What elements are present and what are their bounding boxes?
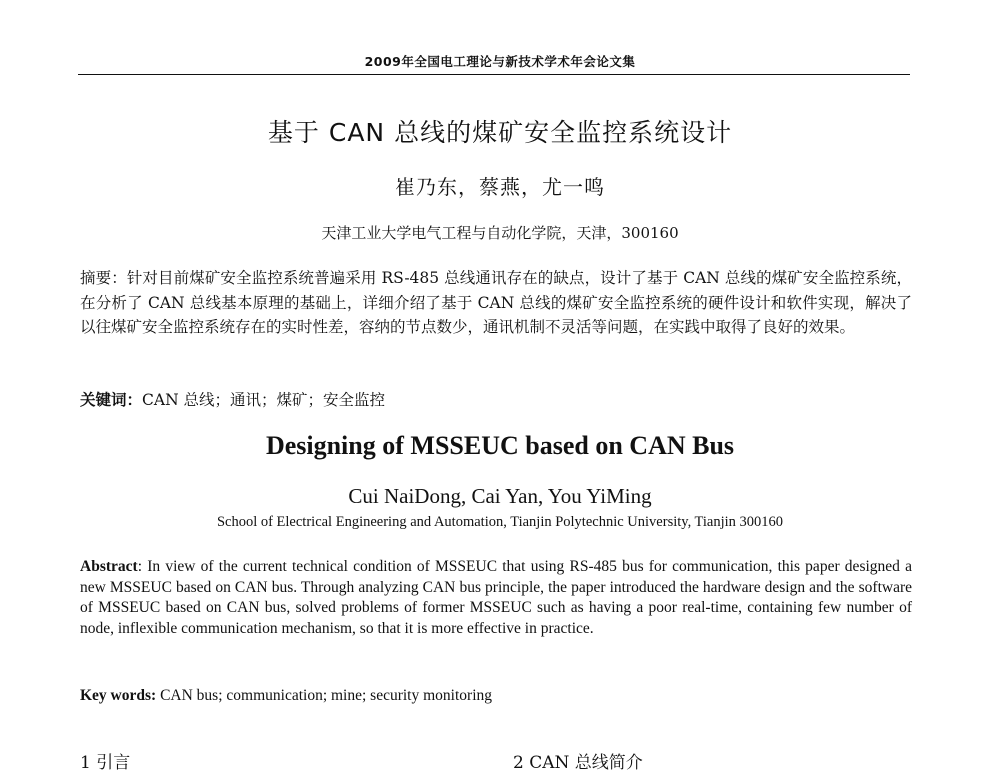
english-affiliation: School of Electrical Engineering and Automation, Tianjin Polytechnic University, Tianjin 300160 bbox=[216, 514, 784, 530]
english-keywords-text: CAN bus; communication; mine; security monitoring bbox=[156, 687, 492, 704]
header-rule bbox=[78, 74, 910, 75]
chinese-keywords-label: 关键词： bbox=[80, 390, 143, 409]
chinese-abstract-label: 摘要： bbox=[80, 269, 127, 287]
section-heading-introduction: 1 引言 bbox=[80, 753, 131, 773]
section-heading-can-overview: 2 CAN 总线简介 bbox=[513, 753, 643, 773]
chinese-title: 基于 CAN 总线的煤矿安全监控系统设计 bbox=[267, 118, 733, 147]
english-keywords bbox=[80, 687, 912, 705]
english-abstract-label: Abstract bbox=[80, 558, 138, 575]
english-authors: Cui NaiDong, Cai Yan, You YiMing bbox=[348, 484, 652, 508]
chinese-keywords-text: CAN 总线；通讯；煤矿；安全监控 bbox=[142, 391, 386, 409]
english-keywords-label: Key words: bbox=[80, 687, 157, 704]
english-title: Designing of MSSEUC based on CAN Bus bbox=[265, 431, 735, 460]
chinese-authors: 崔乃东，蔡燕，尤一鸣 bbox=[395, 175, 605, 199]
chinese-affiliation: 天津工业大学电气工程与自动化学院，天津，300160 bbox=[321, 224, 679, 242]
chinese-keywords bbox=[80, 388, 912, 410]
chinese-abstract-text: 针对目前煤矿安全监控系统普遍采用 RS-485 总线通讯存在的缺点，设计了基于 CAN 总线的煤矿安全监控系统，在分析了 CAN 总线基本原理的基础上，详细介绍了基于 CAN 总线的煤矿安全监控系统的硬件设计和软件实现，解决了以往煤矿安全监控系统存在的实时性差，容纳的节点数少，通讯机制不灵活等问题，在实践中取得了良好的效果。 bbox=[80, 269, 912, 336]
chinese-abstract bbox=[80, 266, 912, 340]
running-header: 2009年全国电工理论与新技术学术年会论文集 bbox=[364, 54, 636, 69]
english-abstract-text: : In view of the current technical condition of MSSEUC that using RS-485 bus for communication, this paper designed a new MSSEUC based on CAN bus. Through analyzing CAN bus principle, the paper introduced the hardware design and the software of MSSEUC based on CAN bus, solved problems of former MSSEUC such as having a poor real-time, containing few number of node, inflexible communication mechanism, so that it is more effective in practice. bbox=[80, 558, 912, 637]
english-abstract bbox=[80, 557, 912, 639]
